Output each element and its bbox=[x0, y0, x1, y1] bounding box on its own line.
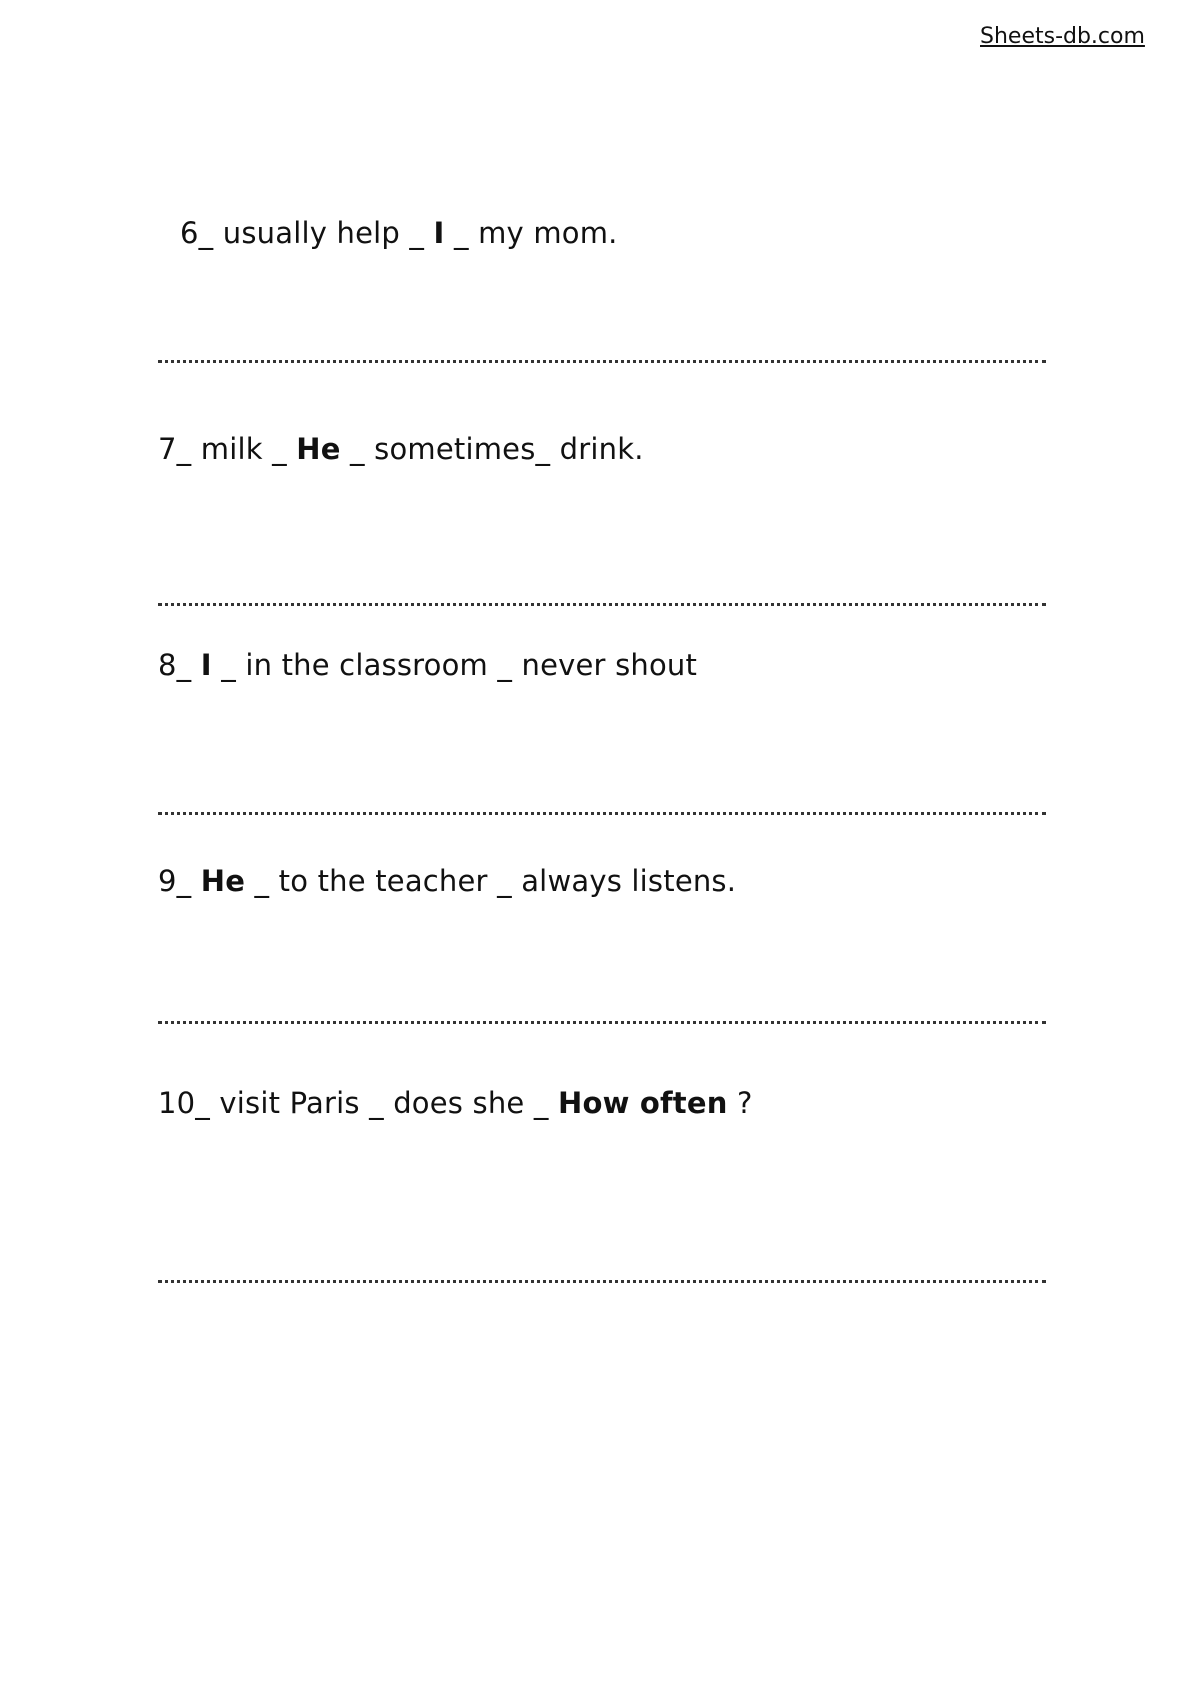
sentence-part: visit Paris _ does she _ bbox=[210, 1086, 558, 1120]
answer-line-10[interactable] bbox=[158, 1280, 1046, 1283]
exercise-7 bbox=[158, 432, 644, 466]
answer-line-7[interactable] bbox=[158, 603, 1046, 606]
site-link[interactable]: Sheets-db.com bbox=[980, 24, 1145, 49]
exercise-10 bbox=[158, 1086, 753, 1120]
sentence-part bbox=[191, 648, 200, 682]
exercise-number: 6_ bbox=[180, 216, 214, 250]
sentence-part: _ sometimes_ drink. bbox=[340, 432, 644, 466]
answer-line-6[interactable] bbox=[158, 360, 1046, 363]
sentence-keyword: I bbox=[433, 216, 445, 250]
exercise-number: 9_ bbox=[158, 864, 192, 898]
sentence-part bbox=[191, 864, 200, 898]
sentence-keyword: How often bbox=[557, 1086, 728, 1120]
sentence-keyword: He bbox=[200, 864, 246, 898]
sentence-part: _ in the classroom _ never shout bbox=[211, 648, 698, 682]
exercise-number: 10_ bbox=[158, 1086, 211, 1120]
answer-line-9[interactable] bbox=[158, 1021, 1046, 1024]
exercise-8 bbox=[158, 648, 697, 682]
exercise-number: 7_ bbox=[158, 432, 192, 466]
sentence-part: _ to the teacher _ always listens. bbox=[245, 864, 737, 898]
sentence-part: ? bbox=[727, 1086, 753, 1120]
exercise-9 bbox=[158, 864, 736, 898]
sentence-part: usually help _ bbox=[213, 216, 434, 250]
sentence-part: milk _ bbox=[191, 432, 297, 466]
exercise-6 bbox=[180, 216, 618, 250]
answer-line-8[interactable] bbox=[158, 812, 1046, 815]
sentence-keyword: He bbox=[296, 432, 341, 466]
exercise-number: 8_ bbox=[158, 648, 192, 682]
sentence-part: _ my mom. bbox=[444, 216, 618, 250]
sentence-keyword: I bbox=[200, 648, 212, 682]
